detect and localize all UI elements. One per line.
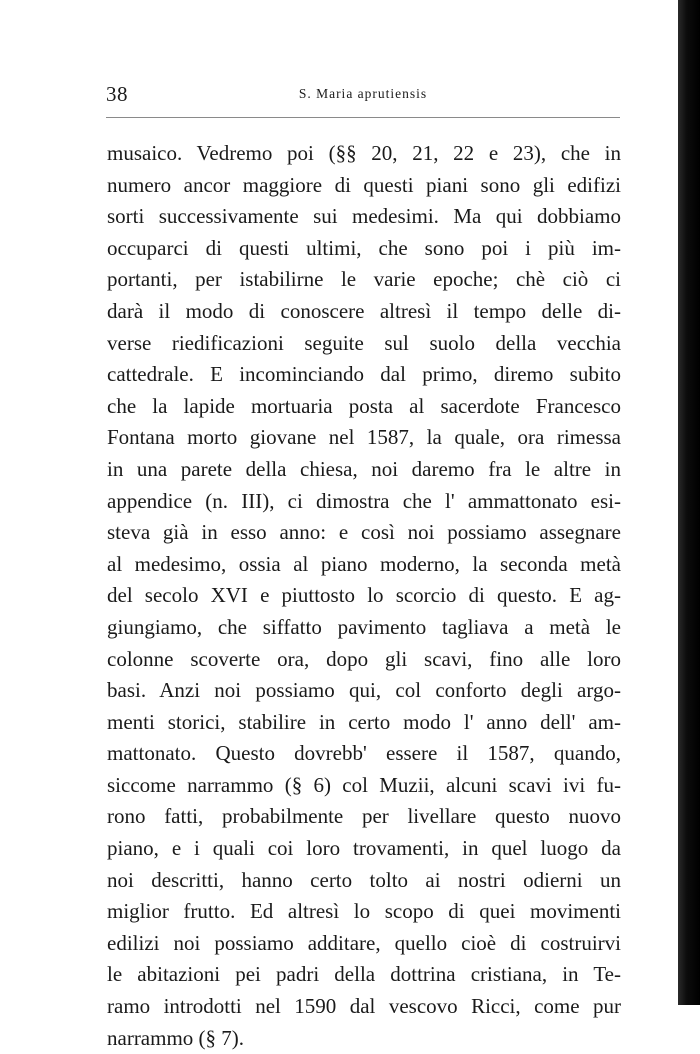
text-line: ramo introdotti nel 1590 dal vescovo Ricci, come pur <box>107 994 621 1019</box>
text-line: musaico. Vedremo poi (§§ 20, 21, 22 e 23), che in <box>107 141 621 165</box>
text-line: steva già in esso anno: e così noi possiamo assegnare <box>107 520 621 545</box>
text-line: noi descritti, hanno certo tolto ai nostri odierni un <box>107 867 621 892</box>
text-line: rono fatti, probabilmente per livellare questo nuovo <box>107 804 621 829</box>
text-line: Fontana morto giovane nel 1587, la quale, ora rimessa <box>107 425 621 450</box>
text-line: appendice (n. III), ci dimostra che l' ammattonato esi- <box>107 488 621 513</box>
text-line: occuparci di questi ultimi, che sono poi i più im- <box>107 235 621 260</box>
text-line: giungiamo, che siffatto pavimento tagliava a metà le <box>107 614 621 639</box>
text-line: miglior frutto. Ed altresì lo scopo di quei movimenti <box>107 899 621 924</box>
text-line: mattonato. Questo dovrebb' essere il 1587, quando, <box>107 741 621 766</box>
body-text <box>107 138 621 1054</box>
text-line: basi. Anzi noi possiamo qui, col conforto degli argo- <box>107 678 621 703</box>
text-line: cattedrale. E incominciando dal primo, diremo subito <box>107 362 621 387</box>
text-line: darà il modo di conoscere altresì il tempo delle di- <box>107 298 621 323</box>
text-line: colonne scoverte ora, dopo gli scavi, fino alle loro <box>107 646 621 671</box>
text-line: in una parete della chiesa, noi daremo fra le altre in <box>107 456 621 481</box>
page-header <box>106 82 620 110</box>
text-line: al medesimo, ossia al piano moderno, la seconda metà <box>107 551 621 576</box>
text-line: siccome narrammo (§ 6) col Muzii, alcuni scavi ivi fu- <box>107 772 621 797</box>
running-title: S. Maria aprutiensis <box>298 86 428 101</box>
header-rule <box>106 117 620 118</box>
text-line: numero ancor maggiore di questi piani sono gli edifizi <box>107 172 621 197</box>
text-line: sorti successivamente sui medesimi. Ma qui dobbiamo <box>107 204 621 229</box>
page-edge-shadow <box>678 0 700 1005</box>
text-line: narrammo (§ 7). <box>107 1025 245 1050</box>
text-line: piano, e i quali coi loro trovamenti, in quel luogo da <box>107 836 621 861</box>
text-line: le abitazioni pei padri della dottrina cristiana, in Te- <box>107 962 621 987</box>
text-line: verse riedificazioni seguite sul suolo della vecchia <box>107 330 621 355</box>
text-line: menti storici, stabilire in certo modo l' anno dell' am- <box>107 709 621 734</box>
text-line: che la lapide mortuaria posta al sacerdote Francesco <box>107 393 621 418</box>
text-line: edilizi noi possiamo additare, quello cioè di costruirvi <box>107 930 621 955</box>
text-line: del secolo XVI e piuttosto lo scorcio di questo. E ag- <box>107 583 621 608</box>
page-number: 38 <box>106 82 128 106</box>
text-line: portanti, per istabilirne le varie epoche; chè ciò ci <box>107 267 621 292</box>
